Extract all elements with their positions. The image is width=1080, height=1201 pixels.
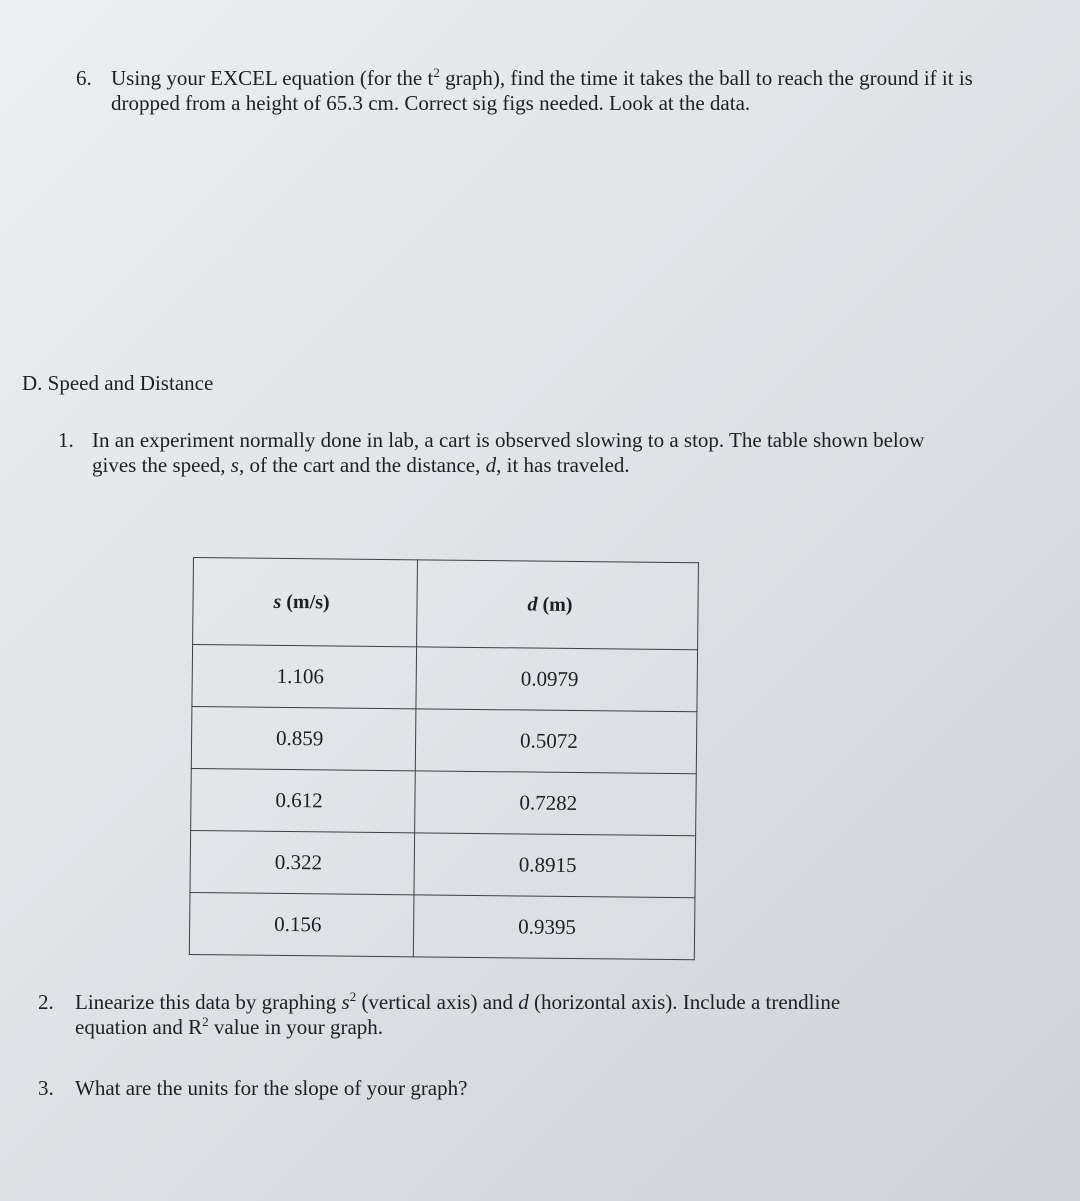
cell-distance: 0.9395	[413, 895, 695, 960]
column-header-distance	[417, 560, 699, 650]
question-2-number: 2.	[38, 990, 54, 1014]
table-row	[189, 892, 695, 959]
question-1	[58, 428, 938, 478]
section-d-heading: D. Speed and Distance	[22, 371, 214, 395]
question-2-text-part: value in your graph.	[208, 1015, 384, 1039]
t-squared-exponent: 2	[433, 65, 440, 80]
question-2-text-part: (horizontal axis). Include a trendline equation and R	[75, 990, 841, 1039]
question-6-text-part: Using your EXCEL equation (for the t	[111, 66, 434, 90]
variable-s: s	[230, 453, 239, 477]
cell-distance: 0.7282	[415, 771, 697, 836]
header-unit-d: (m)	[537, 593, 573, 616]
table-row	[191, 768, 697, 835]
table-row	[192, 645, 698, 712]
question-1-number: 1.	[58, 428, 74, 452]
column-header-speed	[193, 558, 418, 647]
question-2-text-part: Linearize this data by graphing	[75, 990, 342, 1014]
question-1-text	[58, 428, 938, 478]
question-2-text	[38, 990, 908, 1040]
speed-distance-table	[189, 557, 699, 960]
s-squared-exponent: 2	[349, 989, 357, 1004]
question-3-number: 3.	[38, 1076, 54, 1100]
variable-s: s	[341, 990, 350, 1014]
question-3-text: What are the units for the slope of your graph?	[75, 1076, 468, 1100]
cell-speed: 0.859	[191, 706, 416, 770]
question-6	[76, 66, 976, 116]
cell-speed: 0.322	[190, 830, 415, 894]
variable-d: d	[518, 990, 529, 1014]
variable-d: d	[485, 453, 497, 477]
cell-speed: 0.612	[191, 768, 416, 832]
cell-distance: 0.0979	[416, 647, 698, 712]
question-6-text-part: graph), find the time it takes the ball to reach the ground if it is dropped from a height of 65.3 cm. Correct sig figs needed. Look at the data.	[111, 66, 973, 115]
question-3	[38, 1076, 738, 1101]
cell-distance: 0.5072	[415, 709, 697, 774]
question-1-text-part: , it has traveled.	[496, 453, 630, 477]
cell-speed: 0.156	[189, 892, 414, 956]
header-var-d: d	[527, 593, 538, 616]
header-var-s: s	[273, 590, 282, 613]
r-squared-exponent: 2	[202, 1014, 209, 1029]
table-row	[191, 706, 697, 773]
question-2	[38, 990, 908, 1040]
question-1-text-part: In an experiment normally done in lab, a cart is observed slowing to a stop. The table shown below gives the speed,	[92, 428, 925, 477]
cell-speed: 1.106	[192, 645, 417, 709]
question-6-number: 6.	[76, 66, 92, 90]
question-1-text-part: , of the cart and the distance,	[238, 453, 486, 477]
table-header-row	[193, 558, 699, 650]
cell-distance: 0.8915	[414, 833, 696, 898]
table-row	[190, 830, 696, 897]
header-unit-s: (m/s)	[281, 590, 330, 613]
question-2-text-part: (vertical axis) and	[356, 990, 519, 1014]
question-6-text	[76, 66, 976, 116]
